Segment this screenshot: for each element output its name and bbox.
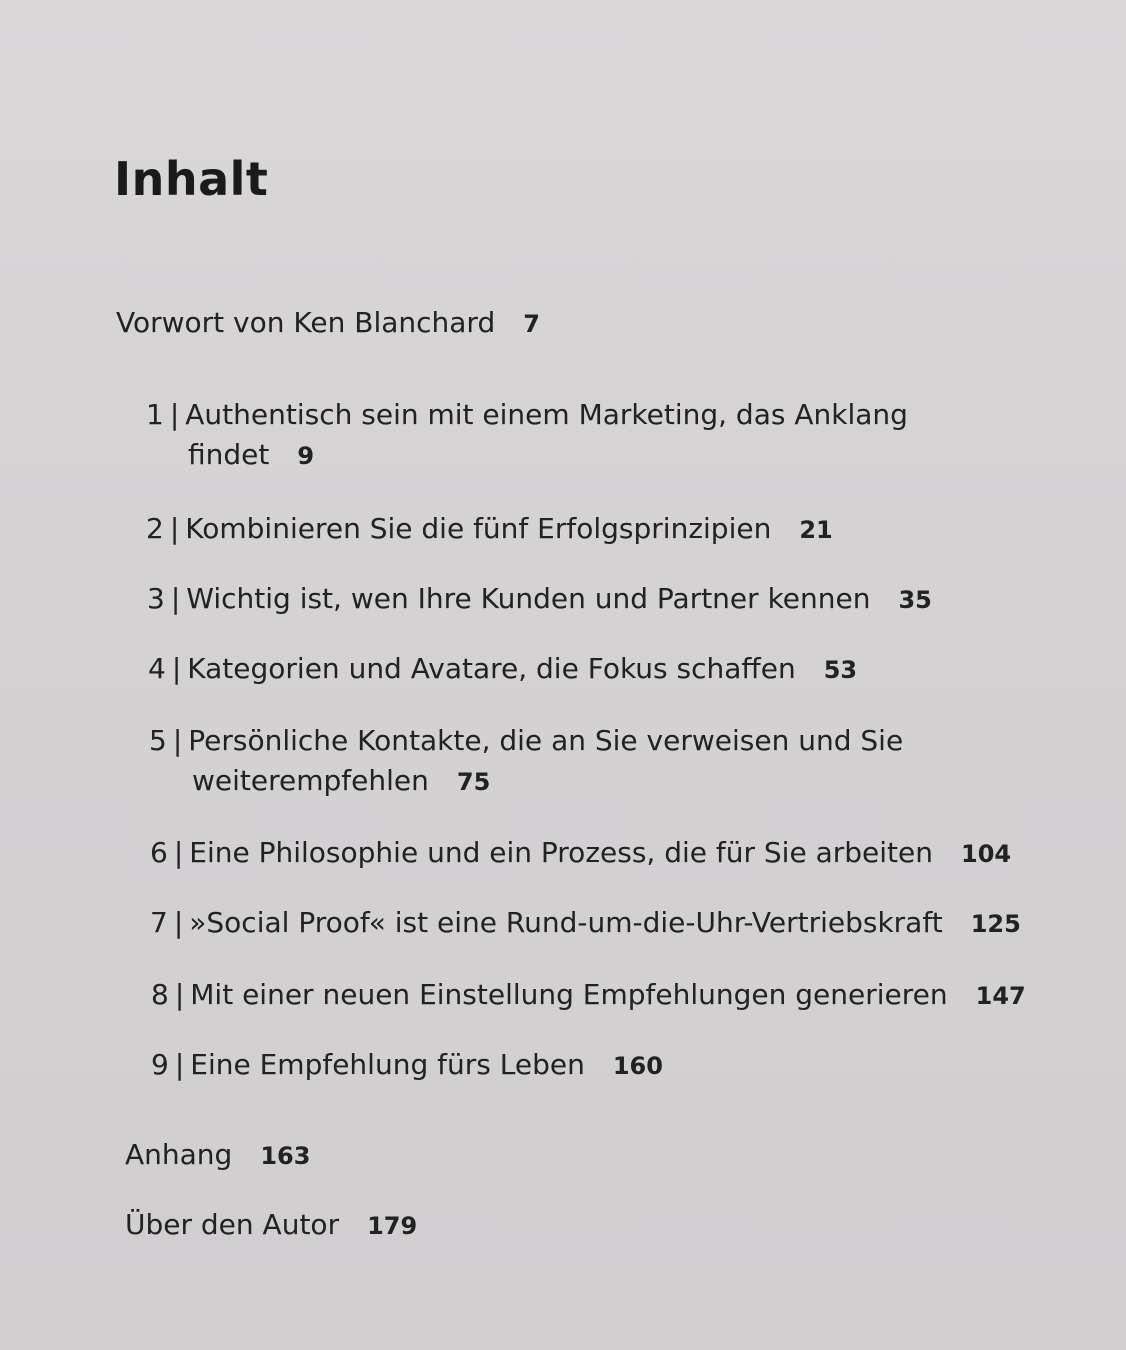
toc-entry-label: Über den Autor	[125, 1208, 340, 1241]
toc-entry-autor	[125, 1204, 417, 1247]
separator: |	[169, 398, 180, 431]
toc-entry-chapter-5-continued	[192, 760, 490, 803]
separator: |	[174, 978, 185, 1011]
chapter-number: 2	[146, 512, 164, 545]
toc-page-number: 104	[961, 840, 1012, 868]
toc-entry-label: Anhang	[125, 1138, 233, 1171]
chapter-title: Persönliche Kontakte, die an Sie verweisen und Sie	[188, 724, 904, 757]
separator: |	[173, 836, 184, 869]
toc-page-number: 160	[612, 1052, 663, 1080]
chapter-title: »Social Proof« ist eine Rund-um-die-Uhr-Vertriebskraft	[189, 906, 943, 939]
chapter-title: Mit einer neuen Einstellung Empfehlungen generieren	[190, 978, 948, 1011]
page-title: Inhalt	[114, 152, 269, 206]
separator: |	[174, 1048, 185, 1081]
toc-entry-anhang	[125, 1134, 310, 1177]
chapter-number: 6	[150, 836, 168, 869]
toc-entry-chapter-3	[147, 578, 932, 621]
chapter-title-continued: weiterempfehlen	[192, 764, 429, 797]
chapter-number: 4	[148, 652, 166, 685]
toc-entry-vorwort	[116, 302, 540, 345]
toc-page-number: 125	[970, 910, 1021, 938]
chapter-number: 5	[149, 724, 167, 757]
chapter-title: Kategorien und Avatare, die Fokus schaffen	[187, 652, 796, 685]
toc-page-number: 75	[456, 768, 491, 796]
separator: |	[173, 906, 184, 939]
toc-entry-chapter-4	[148, 648, 857, 691]
separator: |	[169, 512, 180, 545]
toc-entry-chapter-1	[146, 394, 908, 436]
separator: |	[170, 582, 181, 615]
toc-page-number: 179	[367, 1212, 418, 1240]
toc-page-number: 7	[523, 310, 540, 338]
toc-page-number: 53	[823, 656, 858, 684]
chapter-number: 8	[151, 978, 169, 1011]
toc-entry-chapter-6	[150, 832, 1011, 875]
chapter-title: Kombinieren Sie die fünf Erfolgsprinzipien	[185, 512, 772, 545]
chapter-number: 9	[151, 1048, 169, 1081]
toc-page-number: 9	[297, 442, 315, 470]
chapter-number: 1	[146, 398, 164, 431]
toc-page-number: 35	[898, 586, 932, 614]
chapter-title: Authentisch sein mit einem Marketing, das Anklang	[185, 398, 908, 431]
toc-entry-chapter-8	[151, 974, 1026, 1017]
toc-entry-label: Vorwort von Ken Blanchard	[116, 306, 496, 339]
toc-entry-chapter-1-continued	[188, 434, 314, 477]
chapter-number: 7	[150, 906, 168, 939]
chapter-number: 3	[147, 582, 165, 615]
toc-page-number: 147	[975, 982, 1026, 1010]
toc-entry-chapter-5	[149, 720, 903, 762]
toc-page-number: 21	[799, 516, 833, 544]
chapter-title-continued: findet	[188, 438, 270, 471]
separator: |	[172, 724, 183, 757]
separator: |	[171, 652, 182, 685]
toc-entry-chapter-2	[146, 508, 833, 551]
toc-page-number: 163	[260, 1142, 311, 1170]
chapter-title: Eine Empfehlung fürs Leben	[190, 1048, 585, 1081]
toc-entry-chapter-9	[151, 1044, 663, 1087]
chapter-title: Eine Philosophie und ein Prozess, die für Sie arbeiten	[189, 836, 933, 869]
toc-entry-chapter-7	[150, 902, 1021, 945]
chapter-title: Wichtig ist, wen Ihre Kunden und Partner kennen	[186, 582, 871, 615]
